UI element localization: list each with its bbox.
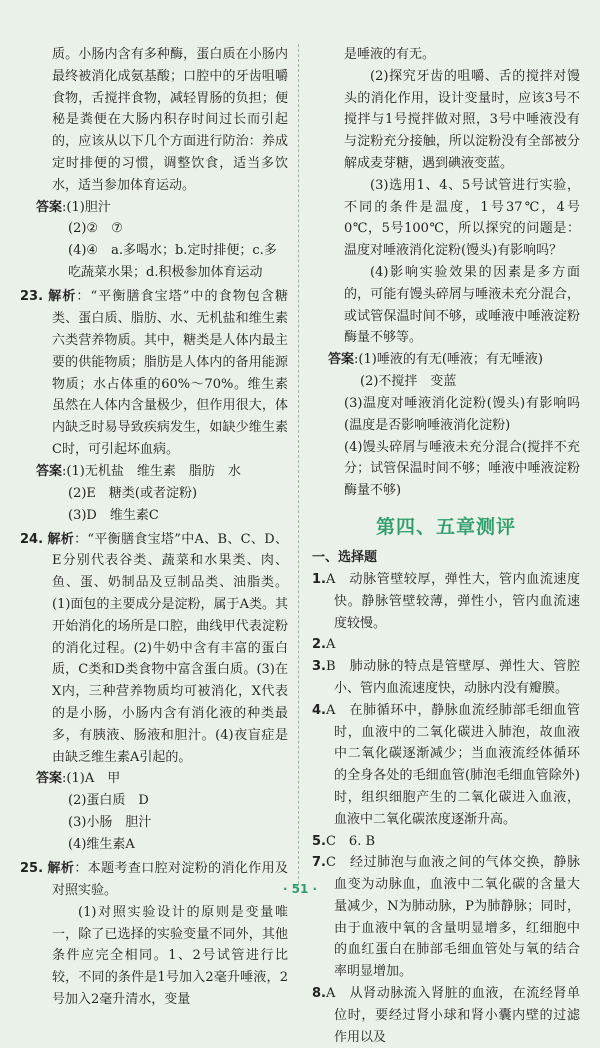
question-24-answer: 答案:(1)A 甲 bbox=[36, 771, 121, 787]
item-text: A 在肺循环中，静脉血流经肺部毛细血管时，血液中的二氧化碳进入肺泡，故血液中二氧化碳逐渐减少；当血液流经体循环的全身各处的毛细血管(肺泡毛细血管除外)时，组织细胞产生的二氧化碳进入血液，血液中二氧化碳浓度逐渐升高。 bbox=[325, 702, 580, 827]
left-column bbox=[20, 44, 288, 1011]
analysis-label: 解析 bbox=[47, 861, 75, 877]
chapter-title: 第四、五章测评 bbox=[375, 515, 516, 538]
answer-line: (4)④ a.多喝水；b.定时排便；c.多吃蔬菜水果；d.积极参加体育运动 bbox=[68, 243, 277, 281]
question-number: 23. bbox=[20, 289, 44, 305]
question-25: 25. 解析：本题考查口腔对淀粉的消化作用及对照实验。 bbox=[20, 861, 288, 898]
item-number: 8. bbox=[312, 986, 326, 1002]
analysis-label: 解析 bbox=[48, 289, 77, 305]
continued-text: 是唾液的有无。 bbox=[344, 47, 436, 62]
answer-line: (2)蛋白质 D bbox=[68, 793, 149, 809]
answer-line: (2)不搅拌 变蓝 bbox=[360, 373, 457, 389]
question-24: 24. 解析：“平衡膳食宝塔”中A、B、C、D、E分别代表谷类、蔬菜和水果类、肉、鱼、蛋、奶制品及豆制品类、油脂类。(1)面包的主要成分是淀粉，属于A类。其开始消化的场所是口腔，曲线甲代表淀粉的消化过程。(2)牛奶中含有丰富的蛋白质，C类和D类食物中富含蛋白质。(3)在X内，三种营养物质均可被消化，X代表的是小肠，小肠内含有消化液的种类最多，有胰液、肠液和胆汁。(4)夜盲症是由缺乏维生素A引起的。 bbox=[20, 531, 288, 765]
analysis-text: (1)对照实验设计的原则是变量唯一，除了已选择的实验变量不同外，其他条件应完全相同。1、2号试管进行比较，不同的条件是1号加入2毫升唾液，2号加入2毫升清水，变量 bbox=[52, 904, 288, 1007]
item-text: A 动脉管壁较厚，弹性大，管内血流速度快。静脉管壁较薄，弹性小，管内血流速度较慢。 bbox=[325, 571, 580, 631]
item-number: 3. bbox=[312, 659, 326, 675]
item-number: 4. bbox=[312, 702, 326, 718]
answer-line: (1)无机盐 维生素 脂肪 水 bbox=[66, 463, 241, 479]
answer-line: (4)馒头碎屑与唾液未充分混合(搅拌不充分；试管保温时间不够；唾液中唾液淀粉酶量不够) bbox=[344, 439, 580, 499]
item-number: 2. bbox=[312, 637, 326, 653]
answer-label: 答案 bbox=[328, 352, 355, 368]
question-23: 23. 解析：“平衡膳食宝塔”中的食物包含糖类、蛋白质、脂肪、水、无机盐和维生素六类营养物质。其中，糖类是人体内最主要的供能物质；脂肪是人体内的备用能源物质；水占体重的60%～70%。维生素虽然在人体内含量极少，但作用很大，体内缺乏时易导致疾病发生，如缺少维生素C时，可引起坏血病。 bbox=[20, 289, 288, 457]
item-text: A bbox=[325, 637, 336, 653]
list-item bbox=[312, 852, 580, 983]
right-column bbox=[312, 44, 580, 1048]
analysis-text: 本题考查口腔对淀粉的消化作用及对照实验。 bbox=[52, 861, 288, 898]
answer-label: 答案 bbox=[36, 199, 63, 215]
continued-text: (3)选用1、4、5号试管进行实验，不同的条件是温度，1号37℃，4号0℃，5号100℃，所以探究的问题是：温度对唾液消化淀粉(馒头)有影响吗？ bbox=[344, 177, 580, 259]
analysis-text: “平衡膳食宝塔”中A、B、C、D、E分别代表谷类、蔬菜和水果类、肉、鱼、蛋、奶制品及豆制品类、油脂类。(1)面包的主要成分是淀粉，属于A类。其开始消化的场所是口腔，曲线甲代表淀粉的消化过程。(2)牛奶中含有丰富的蛋白质，C类和D类食物中富含蛋白质。(3)在X内，三种营养物质均可被消化，X代表的是小肠，小肠内含有消化液的种类最多，有胰液、肠液和胆汁。(4)夜盲症是由缺乏维生素A引起的。 bbox=[52, 531, 288, 765]
answer-line: (2)② ⑦ bbox=[68, 221, 123, 237]
analysis-label: 解析 bbox=[47, 531, 75, 547]
answer-line: (1)胆汁 bbox=[66, 199, 111, 215]
question-number: 24. bbox=[20, 531, 44, 547]
continued-text: (2)探究牙齿的咀嚼、舌的搅拌对馒头的消化作用，设计变量时，应该3号不搅拌与1号搅拌做对照，3号中唾液没有与淀粉充分接触，所以淀粉没有全部被分解成麦芽糖，遇到碘液变蓝。 bbox=[344, 68, 580, 171]
continued-text: (4)影响实验效果的因素是多方面的，可能有馒头碎屑与唾液未充分混合，或试管保温时间不够，或唾液中唾液淀粉酶量不够等。 bbox=[344, 264, 580, 346]
answer-line: (1)唾液的有无(唾液；有无唾液) bbox=[358, 352, 543, 368]
answer-line: (3)小肠 胆汁 bbox=[68, 815, 152, 831]
answer-label: 答案 bbox=[36, 771, 63, 787]
answer-line: (3)温度对唾液消化淀粉(馒头)有影响吗(温度是否影响唾液消化淀粉) bbox=[344, 395, 580, 433]
section-title: 一、选择题 bbox=[312, 549, 378, 565]
analysis-text: “平衡膳食宝塔”中的食物包含糖类、蛋白质、脂肪、水、无机盐和维生素六类营养物质。其中，糖类是人体内最主要的供能物质；脂肪是人体内的备用能源物质；水占体重的60%～70%。维生素虽然在人体内含量极少，但作用很大，体内缺乏时易导致疾病发生，如缺少维生素C时，可引起坏血病。 bbox=[52, 289, 288, 457]
intro-answer: 答案:(1)胆汁 bbox=[36, 199, 111, 215]
list-item bbox=[312, 634, 580, 656]
answer-line: (1)A 甲 bbox=[66, 771, 121, 787]
page-number: · 51 · bbox=[282, 882, 318, 896]
question-23-answer: 答案:(1)无机盐 维生素 脂肪 水 bbox=[36, 463, 241, 479]
item-text: A 从肾动脉流入肾脏的血液，在流经肾单位时，要经过肾小球和肾小囊内壁的过滤作用以及 bbox=[325, 986, 580, 1045]
item-number: 7. bbox=[312, 855, 326, 871]
list-item bbox=[312, 831, 580, 853]
column-divider bbox=[298, 44, 299, 884]
answer-label: 答案 bbox=[36, 463, 63, 479]
item-number: 5. bbox=[312, 833, 326, 849]
answer-line: (3)D 维生素C bbox=[68, 507, 159, 523]
answer-line: (4)维生素A bbox=[68, 837, 135, 853]
list-item bbox=[312, 569, 580, 634]
answer-line: (2)E 糖类(或者淀粉) bbox=[68, 485, 198, 501]
list-item bbox=[312, 656, 580, 700]
list-item bbox=[312, 700, 580, 831]
intro-paragraph: 质。小肠内含有多种酶，蛋白质在小肠内最终被消化成氨基酸；口腔中的牙齿咀嚼食物，舌搅拌食物，减轻胃肠的负担；便秘是粪便在大肠内积存时间过长而引起的，应该从以下几个方面进行防治：养成定时排便的习惯，调整饮食，适当多饮水，适当参加体育运动。 bbox=[52, 47, 288, 193]
question-25-answer: 答案:(1)唾液的有无(唾液；有无唾液) bbox=[328, 352, 543, 368]
question-number: 25. bbox=[20, 861, 44, 877]
item-number: 1. bbox=[312, 571, 326, 587]
item-text: B 肺动脉的特点是管壁厚、弹性大、管腔小、管内血流速度快，动脉内没有瓣膜。 bbox=[325, 659, 580, 696]
list-item bbox=[312, 983, 580, 1048]
item-text: C 6. B bbox=[325, 833, 376, 849]
item-text: C 经过肺泡与血液之间的气体交换，静脉血变为动脉血，血液中二氧化碳的含量大量减少，N为肺动脉，P为肺静脉；同时，由于血液中氧的含量明显增多，红细胞中的血红蛋白在肺部毛细血管处与氧的结合率明显增加。 bbox=[325, 855, 580, 980]
